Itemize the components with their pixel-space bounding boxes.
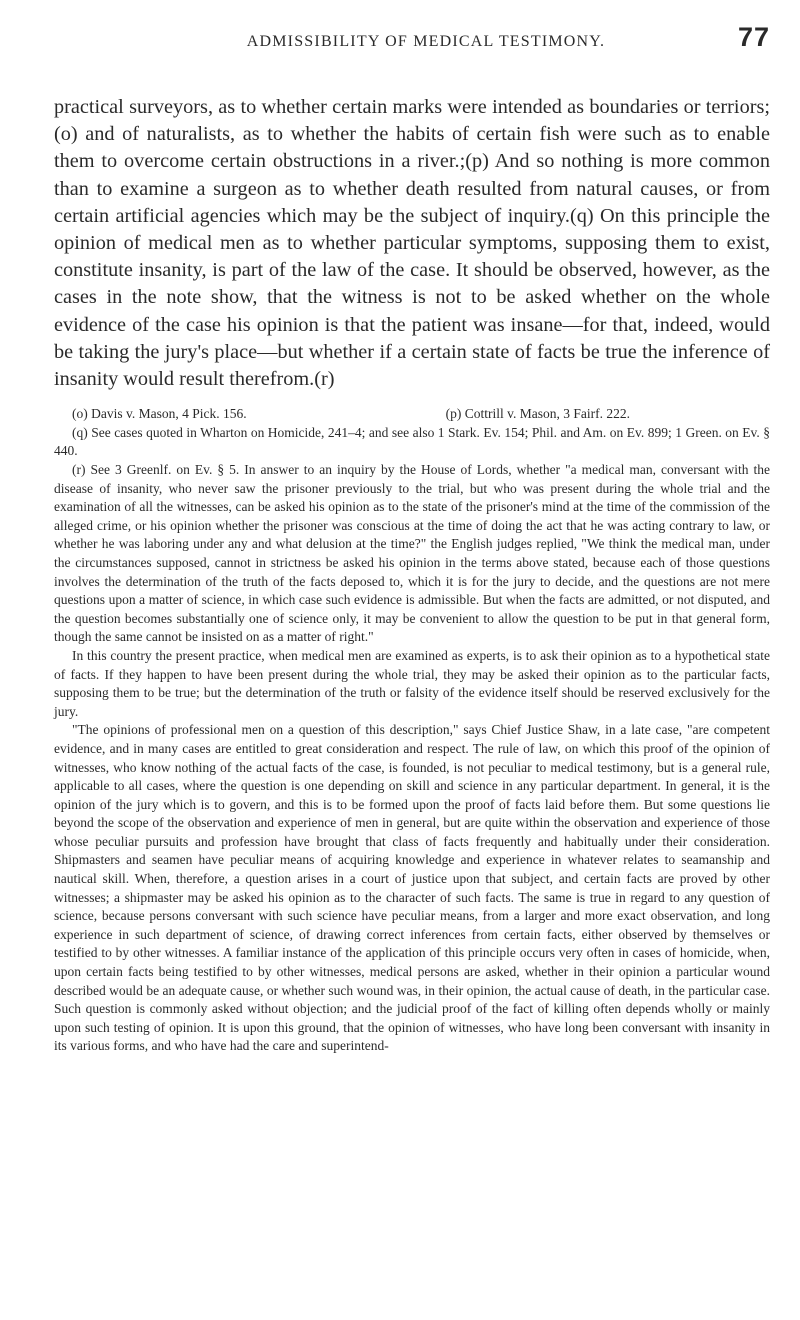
book-page [54,22,770,1056]
main-paragraph: practical surveyors, as to whether certain marks were intended as boundaries or terriors;(o) and of naturalists, as to whether the habits of certain fish were such as to enable them to overcome certain obstructions in a river.;(p) And so nothing is more common than to examine a surgeon as to whether death resulted from natural causes, or from certain artificial agencies which may be the subject of inquiry.(q) On this principle the opinion of medical men as to whether particular symptoms, supposing them to exist, constitute insanity, is part of the law of the case. It should be observed, however, as the cases in the note show, that the witness is not to be asked whether on the whole evidence of the case his opinion is that the patient was insane—for that, indeed, would be taking the jury's place—but whether if a certain state of facts be true the inference of insanity would result therefrom.(r) [54,96,770,391]
footnote-q: (q) See cases quoted in Wharton on Homicide, 241–4; and see also 1 Stark. Ev. 154; Phil. and Am. on Ev. 899; 1 Green. on Ev. § 440. [54,424,770,459]
footnote-r-paragraph-1: (r) See 3 Greenlf. on Ev. § 5. In answer to an inquiry by the House of Lords, whether "a medical man, conversant with the disease of insanity, who never saw the prisoner previously to the trial, but who was present during the whole trial and the examination of all the witnesses, can be asked his opinion as to the state of the prisoner's mind at the time of the commission of the alleged crime, or his opinion whether the prisoner was conscious at the time of doing the act that he was acting contrary to law, or whether he was laboring under any and what delusion at the time?" the English judges replied, "We think the medical man, under the circumstances supposed, cannot in strictness be asked his opinion in the terms above stated, because each of those questions involves the determination of the truth of the facts deposed to, which it is for the jury to decide, and the questions are not mere questions upon a matter of science, in which case such evidence is admissible. But when the facts are admitted, or not disputed, and the question becomes substantially one of science only, it may be convenient to allow the question to be put in that general form, though the same cannot be insisted on as a matter of right." [54,462,770,645]
running-head: ADMISSIBILITY OF MEDICAL TESTIMONY. [246,33,606,50]
main-text [54,94,770,393]
page-header [54,22,770,66]
footnote-row-o-p [54,405,770,424]
footnote-r-paragraph-3: "The opinions of professional men on a question of this description," says Chief Justice Shaw, in a late case, "are competent evidence, and in many cases are entitled to great consideration and respect. The rule of law, on which this proof of the opinion of witnesses, who know nothing of the actual facts of the case, is founded, is not peculiar to medical testimony, but is a general rule, applicable to all cases, where the question is one depending on skill and science in any particular department. In general, it is the opinion of the jury which is to govern, and this is to be formed upon the proof of facts laid before them. But some questions lie beyond the scope of the observation and experience of men in general, but are quite within the observation and experience of those whose peculiar pursuits and profession have brought that class of facts frequently and habitually under their consideration. Shipmasters and seamen have peculiar means of acquiring knowledge and experience in whatever relates to seamanship and nautical skill. When, therefore, a question arises in a court of justice upon that subject, and certain facts are proved by other witnesses; a shipmaster may be asked his opinion as to the character of such facts. The same is true in regard to any question of science, because persons conversant with such science have peculiar means, from a larger and more exact observation, and long experience in such department of science, of drawing correct inferences from certain facts, either observed by themselves or testified to by other witnesses. A familiar instance of the application of this principle occurs very often in cases of homicide, when, upon certain facts being testified to by other witnesses, medical persons are asked, whether in their opinion a particular wound described would be an adequate cause, or whether such wound was, in their opinion, the actual cause of death, in the particular case. Such question is commonly asked without objection; and the judicial proof of the fact of killing often depends wholly or mainly upon such testing of opinion. It is upon this ground, that the opinion of witnesses, who have long been conversant with insanity in its various forms, and who have had the care and superintend- [54,722,770,1054]
page-number: 77 [737,22,770,52]
footnote-p: (p) Cottrill v. Mason, 3 Fairf. 222. [445,406,630,422]
footnote-o: (o) Davis v. Mason, 4 Pick. 156. [72,406,247,422]
footnotes [54,405,770,1056]
footnote-r-paragraph-2: In this country the present practice, when medical men are examined as experts, is to ask their opinion as to a hypothetical state of facts. If they happen to have been present during the whole trial, they may be asked their opinion as to the particular facts, supposing them to be true; but the determination of the truth or falsity of the evidence itself should be reserved exclusively for the jury. [54,647,770,719]
